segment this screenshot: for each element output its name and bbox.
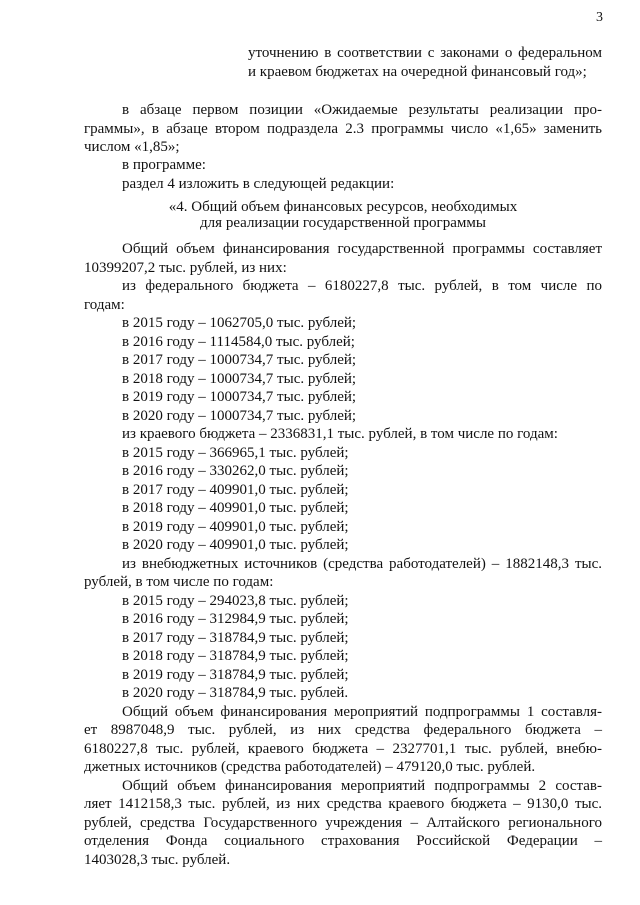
offbudget-intro-line: рублей, в том числе по годам: <box>84 574 274 590</box>
list-item: в 2020 году – 318784,9 тыс. рублей. <box>122 685 349 701</box>
offbudget-years-list <box>84 592 602 703</box>
federal-years-list <box>84 314 602 425</box>
list-item: в 2015 году – 1062705,0 тыс. рублей; <box>122 315 357 331</box>
section4-line: раздел 4 изложить в следующей редакции: <box>122 175 395 192</box>
text-line: числом «1,85»; <box>84 139 180 155</box>
programme-line-block <box>84 156 602 193</box>
financing-body <box>84 240 602 869</box>
list-item: в 2018 году – 1000734,7 тыс. рублей; <box>122 370 357 387</box>
section-heading <box>84 199 602 231</box>
federal-intro-line: из федерального бюджета – 6180227,8 тыс. рублей, в том числе по <box>122 278 602 294</box>
heading-line: для реализации государственной программы <box>200 215 486 231</box>
subprogram2-line: 1403028,3 тыс. рублей. <box>84 851 231 868</box>
list-item: в 2015 году – 294023,8 тыс. рублей; <box>122 592 349 609</box>
list-item: в 2016 году – 1114584,0 тыс. рублей; <box>122 333 355 350</box>
page-number: 3 <box>596 10 603 25</box>
list-item: в 2020 году – 1000734,7 тыс. рублей; <box>122 407 357 424</box>
list-item: в 2016 году – 312984,9 тыс. рублей; <box>122 611 349 627</box>
regional-intro-line: из краевого бюджета – 2336831,1 тыс. рублей, в том числе по годам: <box>122 426 558 442</box>
offbudget-intro-line: из внебюджетных источников (средства работодателей) – 1882148,3 тыс. <box>122 555 602 572</box>
subprogram2-line: отделения Фонда социального страхования Российской Федерации – <box>84 833 602 849</box>
subprogram2-line: ляет 1412158,3 тыс. рублей, из них средства краевого бюджета – 9130,0 тыс. <box>84 796 602 812</box>
list-item: в 2019 году – 318784,9 тыс. рублей; <box>122 666 349 683</box>
subprogram2-line: Общий объем финансирования мероприятий подпрограммы 2 состав- <box>122 777 602 794</box>
text-line: уточнению в соответствии с законами о федеральном <box>248 45 602 61</box>
subprogram1-line: Общий объем финансирования мероприятий подпрограммы 1 составля- <box>122 703 602 720</box>
text-line: Общий объем финансирования государственной программы составляет <box>122 241 602 257</box>
subprogram1-line: джетных источников (средства работодателей) – 479120,0 тыс. рублей. <box>84 759 536 775</box>
programme-line: в программе: <box>122 157 206 173</box>
list-item: в 2016 году – 330262,0 тыс. рублей; <box>122 463 349 479</box>
heading-line: «4. Общий объем финансовых ресурсов, необходимых <box>168 199 518 215</box>
text-line: и краевом бюджетах на очередной финансовый год»; <box>248 63 587 80</box>
list-item: в 2015 году – 366965,1 тыс. рублей; <box>122 444 349 461</box>
top-paragraph <box>248 44 602 81</box>
text-line: 10399207,2 тыс. рублей, из них: <box>84 259 287 276</box>
subprogram2-line: рублей, средства Государственного учреждения – Алтайского регионального <box>84 814 602 831</box>
list-item: в 2019 году – 409901,0 тыс. рублей; <box>122 518 349 535</box>
text-line: в абзаце первом позиции «Ожидаемые результаты реализации про- <box>122 102 602 118</box>
text-line: граммы», в абзаце втором подраздела 2.3 программы число «1,65» заменить <box>84 120 602 137</box>
regional-years-list <box>84 444 602 555</box>
paragraph-abzac <box>84 101 602 157</box>
subprogram1-line: 6180227,8 тыс. рублей, краевого бюджета – 2327701,1 тыс. рублей, внебю- <box>84 740 602 757</box>
list-item: в 2018 году – 318784,9 тыс. рублей; <box>122 648 349 664</box>
federal-intro-line: годам: <box>84 296 125 313</box>
list-item: в 2017 году – 1000734,7 тыс. рублей; <box>122 352 357 368</box>
subprogram1-line: ет 8987048,9 тыс. рублей, из них средства федерального бюджета – <box>84 722 602 738</box>
list-item: в 2019 году – 1000734,7 тыс. рублей; <box>122 389 357 405</box>
list-item: в 2020 году – 409901,0 тыс. рублей; <box>122 537 349 553</box>
list-item: в 2017 году – 318784,9 тыс. рублей; <box>122 629 349 646</box>
list-item: в 2018 году – 409901,0 тыс. рублей; <box>122 500 349 516</box>
list-item: в 2017 году – 409901,0 тыс. рублей; <box>122 481 349 498</box>
